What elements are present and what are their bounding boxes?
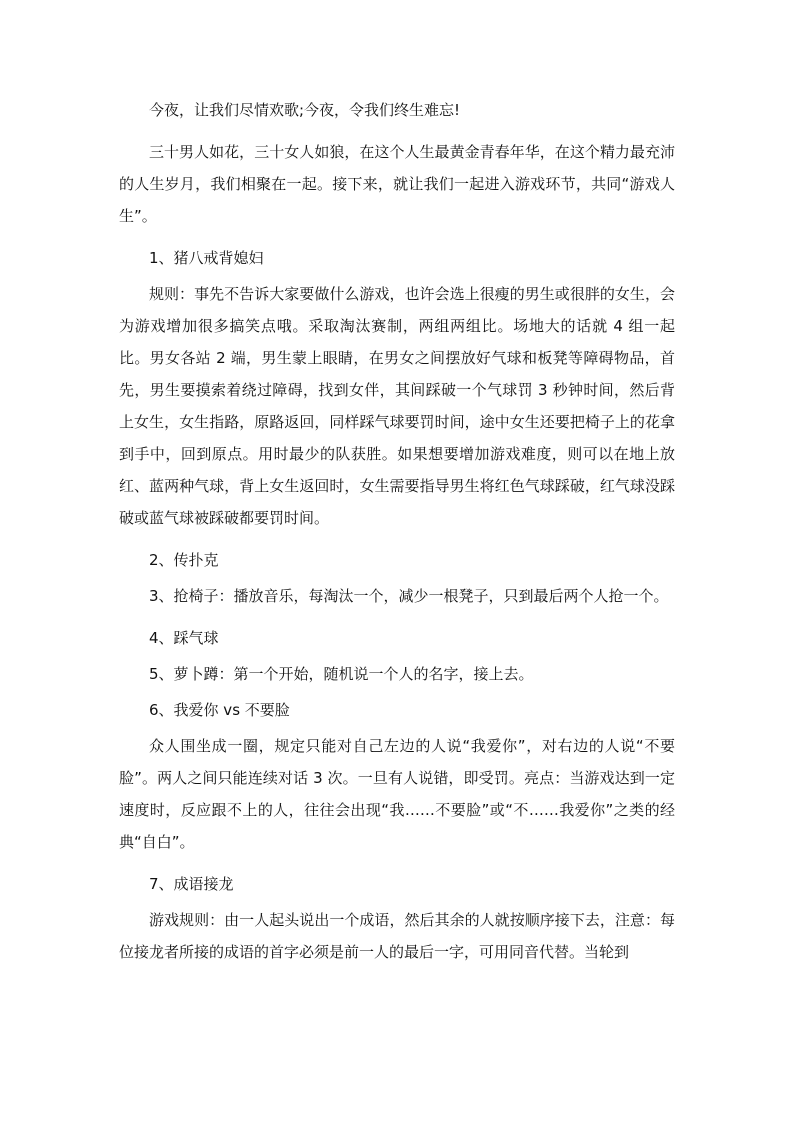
intro-paragraph: 三十男人如花，三十女人如狼，在这个人生最黄金青春年华，在这个精力最充沛的人生岁月，我们相聚在一起。接下来，就让我们一起进入游戏环节，共同“游戏人生”。 — [119, 143, 675, 225]
game-7-rules: 游戏规则：由一人起头说出一个成语，然后其余的人就按顺序接下去，注意：每位接龙者所接的成语的首字必须是前一人的最后一字，可用同音代替。当轮到 — [119, 911, 675, 961]
game-3-description: 3、抢椅子：播放音乐，每淘汰一个，减少一根凳子，只到最后两个人抢一个。 — [149, 587, 669, 605]
game-1-title: 1、猪八戒背媳妇 — [149, 249, 264, 267]
game-6-rules: 众人围坐成一圈，规定只能对自己左边的人说“我爱你”，对右边的人说“不要脸”。两人之间只能连续对话 3 次。一旦有人说错，即受罚。亮点：当游戏达到一定速度时，反应跟不上的人，往往会出现“我……不要脸”或“不……我爱你”之类的经典“自白”。 — [119, 737, 675, 851]
document-body — [119, 94, 675, 978]
game-7-title: 7、成语接龙 — [149, 875, 234, 893]
game-6-title: 6、我爱你 vs 不要脸 — [149, 701, 290, 719]
game-5-description: 5、萝卜蹲：第一个开始，随机说一个人的名字，接上去。 — [149, 665, 534, 683]
intro-line: 今夜，让我们尽情欢歌;今夜，令我们终生难忘! — [149, 101, 461, 119]
game-2-title: 2、传扑克 — [149, 551, 219, 569]
game-1-rules: 规则：事先不告诉大家要做什么游戏，也许会选上很瘦的男生或很胖的女生，会为游戏增加很多搞笑点哦。采取淘汰赛制，两组两组比。场地大的话就 4 组一起比。男女各站 2 端，男生蒙上眼睛，在男女之间摆放好气球和板凳等障碍物品，首先，男生要摸索着绕过障碍，找到女伴，其间踩破一个气球罚 3 秒钟时间，然后背上女生，女生指路，原路返回，同样踩气球要罚时间，途中女生还要把椅子上的花拿到手中，回到原点。用时最少的队获胜。如果想要增加游戏难度，则可以在地上放红、蓝两种气球，背上女生返回时，女生需要指导男生将红色气球踩破，红气球没踩破或蓝气球被踩破都要罚时间。 — [119, 285, 675, 527]
game-4-title: 4、踩气球 — [149, 629, 219, 647]
